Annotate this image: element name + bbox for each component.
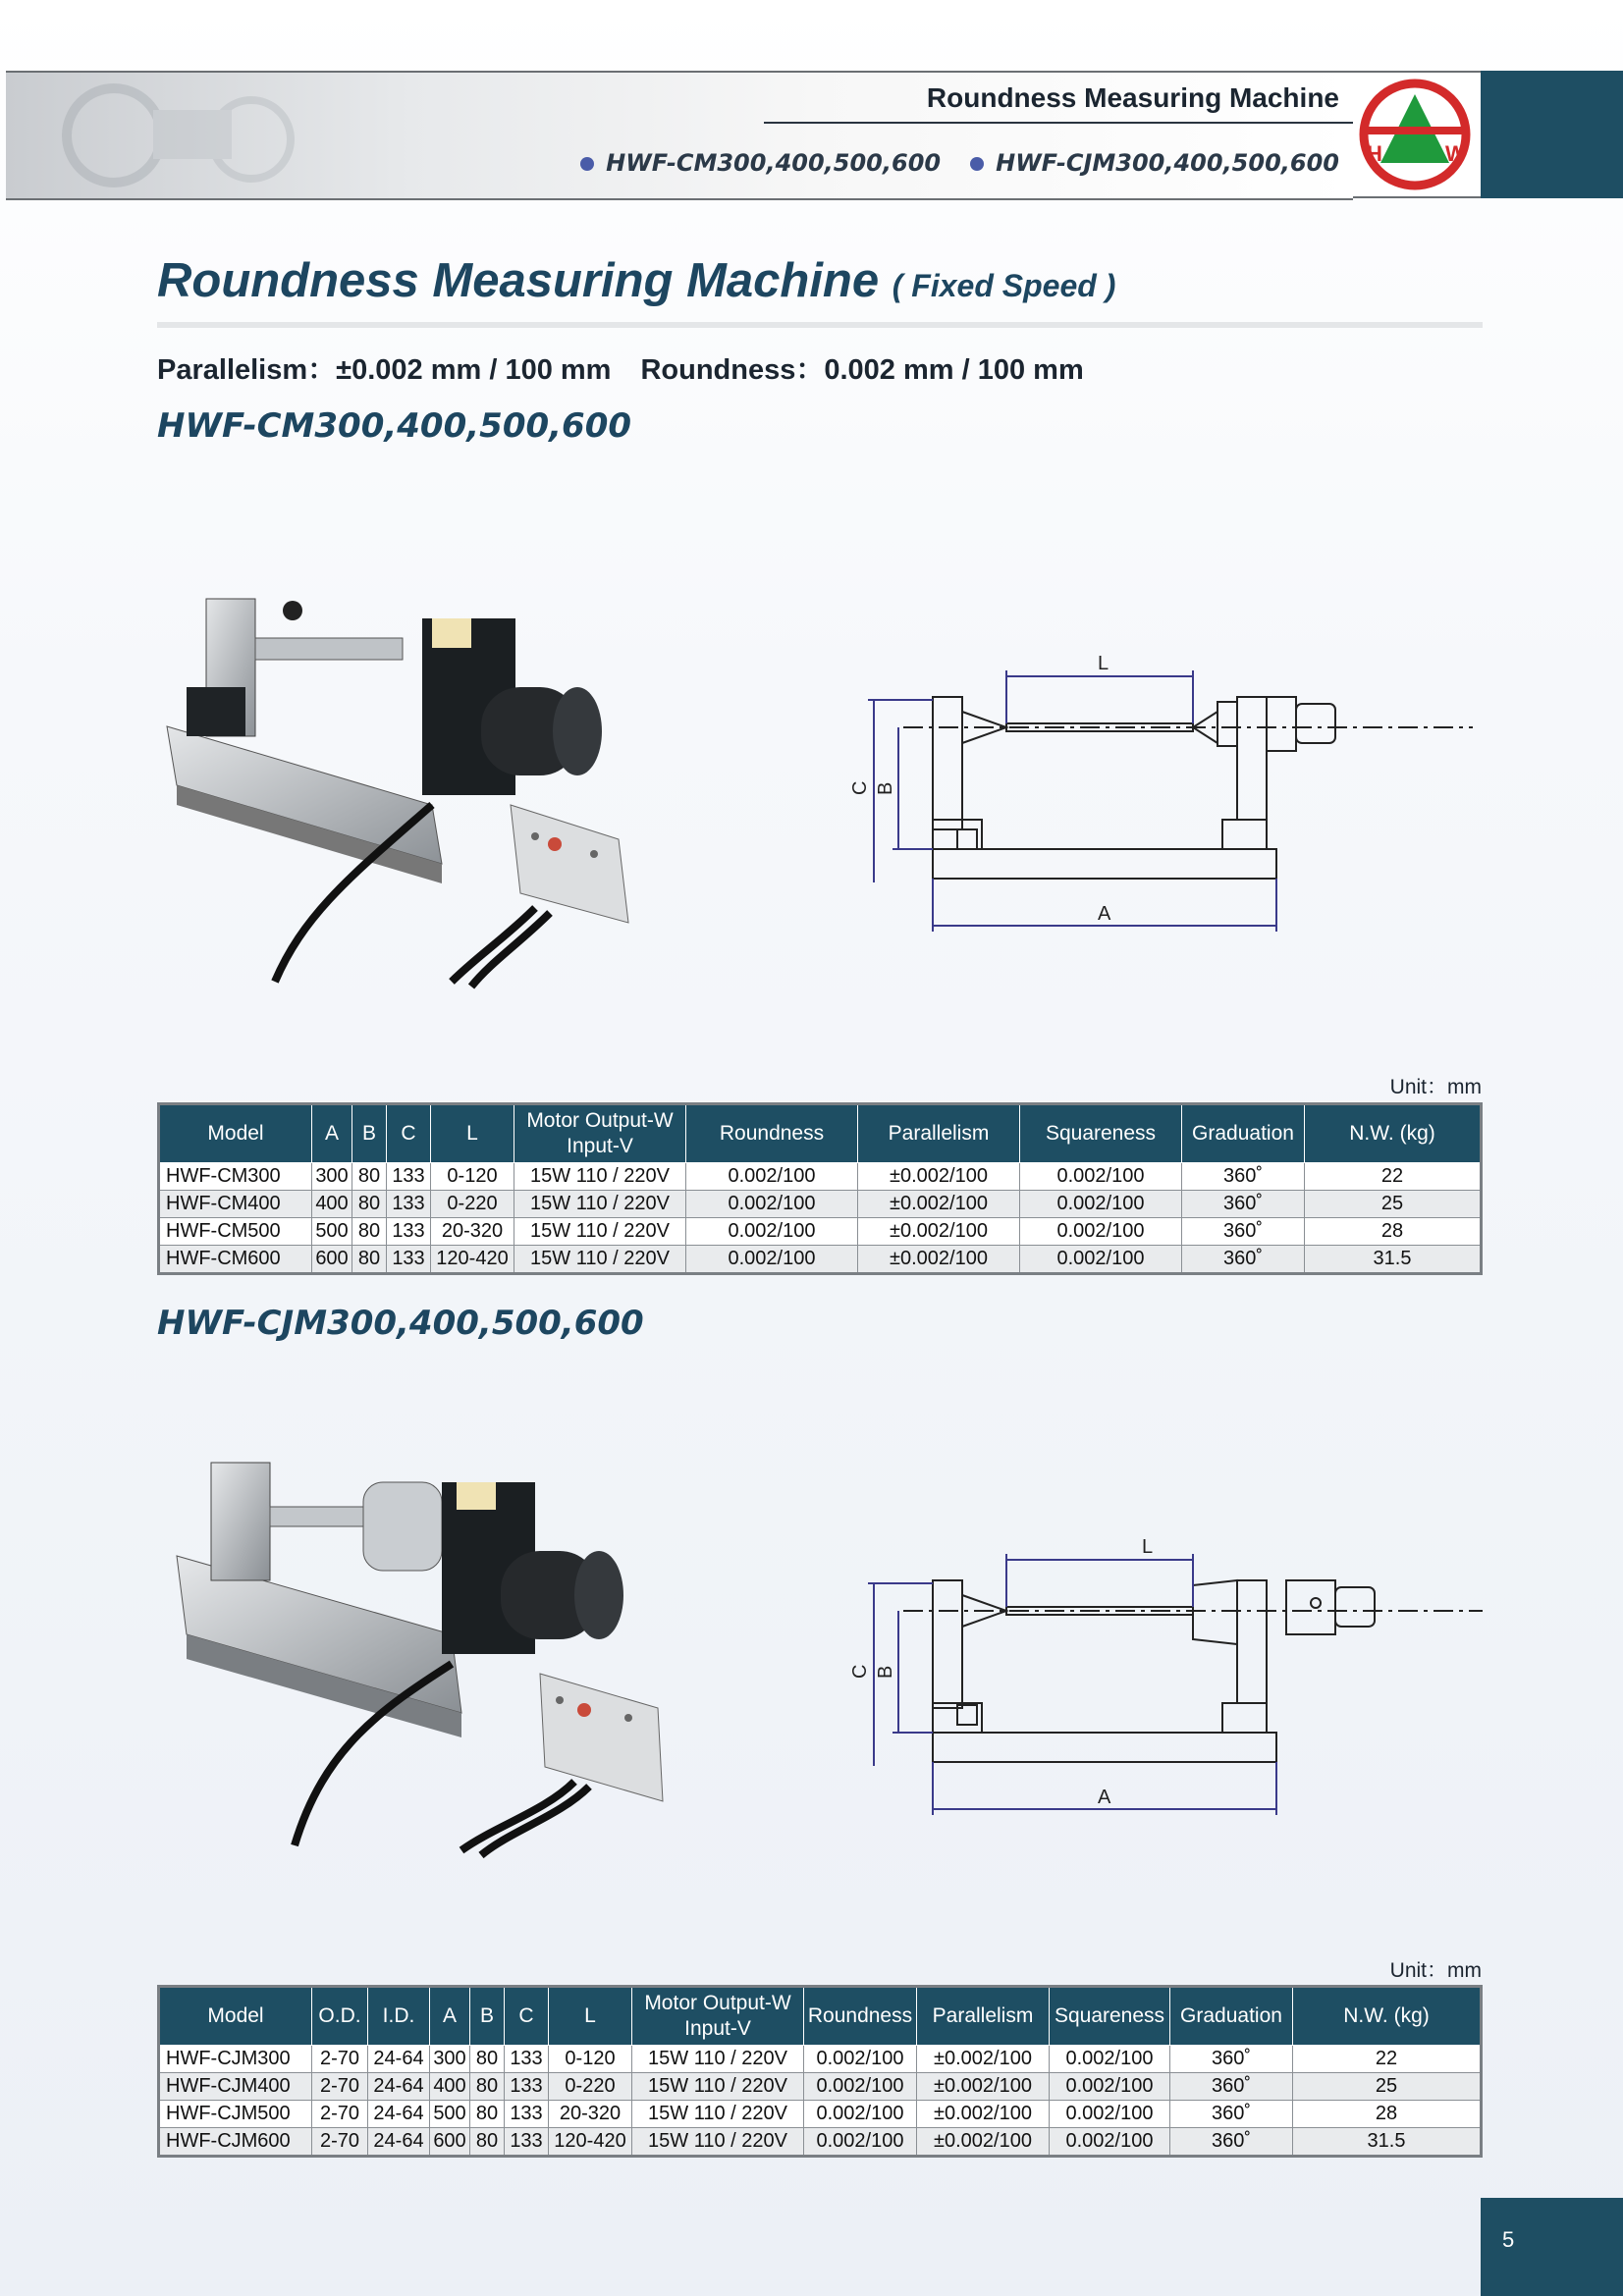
cell: 0.002/100 (804, 2101, 917, 2128)
cell: 20-320 (431, 1218, 514, 1246)
cell: 80 (352, 1163, 387, 1191)
cell: 0.002/100 (804, 2046, 917, 2073)
svg-text:H: H (1367, 141, 1382, 166)
table-header-row (159, 1987, 1482, 2046)
cell-model: HWF-CM500 (159, 1218, 312, 1246)
cell: 600 (312, 1246, 352, 1274)
cell: 15W 110 / 220V (632, 2046, 804, 2073)
cell: 28 (1305, 1218, 1482, 1246)
cell: 133 (505, 2073, 549, 2101)
cell: ±0.002/100 (917, 2128, 1050, 2157)
logo-icon (1353, 73, 1477, 196)
bullet-icon (970, 157, 984, 171)
cell: 360˚ (1170, 2073, 1293, 2101)
cell: 80 (470, 2073, 505, 2101)
cell: 22 (1293, 2046, 1482, 2073)
cell: 360˚ (1182, 1246, 1305, 1274)
cell: 20-320 (549, 2101, 632, 2128)
machine-decor-graphic (26, 80, 379, 190)
cell: 0.002/100 (804, 2073, 917, 2101)
parallelism-spec: Parallelism：±0.002 mm / 100 mm (157, 354, 612, 386)
cell: 80 (352, 1218, 387, 1246)
table-row (159, 1163, 1482, 1191)
cell: 120-420 (549, 2128, 632, 2157)
cell: 360˚ (1170, 2046, 1293, 2073)
header-title: Roundness Measuring Machine (764, 82, 1353, 124)
col-header: N.W. (kg) (1305, 1104, 1482, 1163)
header-subtitle (580, 149, 1339, 177)
cell: 133 (387, 1163, 431, 1191)
cell-model: HWF-CJM400 (159, 2073, 312, 2101)
col-header: L (431, 1104, 514, 1163)
cell: 80 (470, 2046, 505, 2073)
cell: 133 (387, 1218, 431, 1246)
table-row (159, 1218, 1482, 1246)
cell: 24-64 (368, 2073, 430, 2101)
cell: 24-64 (368, 2046, 430, 2073)
col-header: Motor Output-W Input-V (514, 1104, 686, 1163)
table-header-row (159, 1104, 1482, 1163)
dim-label-a: A (1098, 903, 1111, 925)
cell: 0-220 (549, 2073, 632, 2101)
cell: 120-420 (431, 1246, 514, 1274)
cell: 360˚ (1170, 2128, 1293, 2157)
cell: 2-70 (312, 2046, 368, 2073)
cell: 0.002/100 (1020, 1163, 1182, 1191)
cell: 0.002/100 (1020, 1246, 1182, 1274)
col-header: O.D. (312, 1987, 368, 2046)
cell: 300 (430, 2046, 470, 2073)
dim-label-b: B (875, 1665, 896, 1679)
title-suffix: ( Fixed Speed ) (892, 268, 1116, 303)
table-row (159, 2101, 1482, 2128)
table-row (159, 2073, 1482, 2101)
cell: 15W 110 / 220V (514, 1191, 686, 1218)
col-header: Squareness (1050, 1987, 1170, 2046)
cell: 400 (430, 2073, 470, 2101)
dim-label-a: A (1098, 1787, 1111, 1808)
cell-model: HWF-CM600 (159, 1246, 312, 1274)
accuracy-specs (157, 347, 1084, 388)
cell: 0.002/100 (1050, 2073, 1170, 2101)
section2-unit: Unit：mm (1389, 1959, 1482, 1982)
cell: 0.002/100 (686, 1246, 858, 1274)
cell: 0-120 (549, 2046, 632, 2073)
cell: 0.002/100 (804, 2128, 917, 2157)
title-divider (157, 322, 1483, 328)
cell: 360˚ (1182, 1218, 1305, 1246)
cell: 0.002/100 (1050, 2101, 1170, 2128)
cell: 600 (430, 2128, 470, 2157)
col-header: Roundness (686, 1104, 858, 1163)
table-row (159, 2046, 1482, 2073)
cell: ±0.002/100 (858, 1191, 1020, 1218)
cell: 0-120 (431, 1163, 514, 1191)
cell: 15W 110 / 220V (632, 2101, 804, 2128)
cell: 500 (430, 2101, 470, 2128)
col-header: Graduation (1182, 1104, 1305, 1163)
table-row (159, 2128, 1482, 2157)
dim-label-l: L (1142, 1536, 1154, 1558)
cell: 80 (352, 1191, 387, 1218)
cell: ±0.002/100 (917, 2046, 1050, 2073)
cell: 0.002/100 (686, 1191, 858, 1218)
cell: ±0.002/100 (858, 1163, 1020, 1191)
cell: 133 (387, 1246, 431, 1274)
dim-label-l: L (1098, 653, 1109, 674)
col-header: A (430, 1987, 470, 2046)
cell: 0.002/100 (1050, 2046, 1170, 2073)
cjm-spec-table (157, 1985, 1483, 2158)
cell: 15W 110 / 220V (632, 2128, 804, 2157)
col-header: Roundness (804, 1987, 917, 2046)
col-header: C (505, 1987, 549, 2046)
header-subtitle-item: HWF-CM300,400,500,600 (580, 149, 941, 177)
cell: 25 (1293, 2073, 1482, 2101)
cell: ±0.002/100 (858, 1218, 1020, 1246)
cell: 80 (470, 2128, 505, 2157)
cell: ±0.002/100 (917, 2101, 1050, 2128)
cell-model: HWF-CM300 (159, 1163, 312, 1191)
col-header: B (352, 1104, 387, 1163)
cell: 24-64 (368, 2101, 430, 2128)
cell: 0.002/100 (1020, 1191, 1182, 1218)
col-header: Model (159, 1987, 312, 2046)
cell: 31.5 (1293, 2128, 1482, 2157)
cell: 133 (387, 1191, 431, 1218)
cell: 15W 110 / 220V (514, 1163, 686, 1191)
cell: 15W 110 / 220V (514, 1246, 686, 1274)
col-header: B (470, 1987, 505, 2046)
section1-model-title: HWF-CM300,400,500,600 (157, 406, 632, 446)
cell: 400 (312, 1191, 352, 1218)
section1-unit: Unit：mm (1389, 1076, 1482, 1098)
cm-dimension-diagram (844, 653, 1492, 937)
cell: ±0.002/100 (858, 1246, 1020, 1274)
cell: 300 (312, 1163, 352, 1191)
col-header: N.W. (kg) (1293, 1987, 1482, 2046)
cell: 360˚ (1182, 1163, 1305, 1191)
cell: 22 (1305, 1163, 1482, 1191)
cell: 15W 110 / 220V (514, 1218, 686, 1246)
col-header: Model (159, 1104, 312, 1163)
cm-spec-table (157, 1102, 1483, 1275)
roundness-spec: Roundness：0.002 mm / 100 mm (640, 354, 1084, 386)
dim-label-c: C (849, 780, 871, 795)
header-teal-block (1481, 71, 1623, 198)
cell-model: HWF-CJM300 (159, 2046, 312, 2073)
col-header: Parallelism (858, 1104, 1020, 1163)
page-number: 5 (1481, 2198, 1623, 2296)
cell: 0.002/100 (1020, 1218, 1182, 1246)
col-header: I.D. (368, 1987, 430, 2046)
cell-model: HWF-CM400 (159, 1191, 312, 1218)
cell: 80 (352, 1246, 387, 1274)
cell: 24-64 (368, 2128, 430, 2157)
col-header: Motor Output-W Input-V (632, 1987, 804, 2046)
cell: 0.002/100 (686, 1218, 858, 1246)
cell: 28 (1293, 2101, 1482, 2128)
cell-model: HWF-CJM600 (159, 2128, 312, 2157)
page-title: Roundness Measuring Machine ( Fixed Speed ) (157, 254, 1116, 307)
cell: 133 (505, 2046, 549, 2073)
cell: 133 (505, 2128, 549, 2157)
cell: 31.5 (1305, 1246, 1482, 1274)
col-header: Parallelism (917, 1987, 1050, 2046)
cell-model: HWF-CJM500 (159, 2101, 312, 2128)
cell: 133 (505, 2101, 549, 2128)
col-header: C (387, 1104, 431, 1163)
col-header: L (549, 1987, 632, 2046)
cell: 0-220 (431, 1191, 514, 1218)
cell: 500 (312, 1218, 352, 1246)
cell: 2-70 (312, 2073, 368, 2101)
cell: 360˚ (1182, 1191, 1305, 1218)
col-header: Squareness (1020, 1104, 1182, 1163)
header-subtitle-item: HWF-CJM300,400,500,600 (970, 149, 1339, 177)
cell: 0.002/100 (686, 1163, 858, 1191)
cell: 25 (1305, 1191, 1482, 1218)
cell: 2-70 (312, 2101, 368, 2128)
cell: ±0.002/100 (917, 2073, 1050, 2101)
table-row (159, 1191, 1482, 1218)
cjm-machine-photo (167, 1453, 697, 1875)
cell: 80 (470, 2101, 505, 2128)
cm-machine-photo (157, 579, 668, 991)
bullet-icon (580, 157, 594, 171)
company-logo (1353, 71, 1481, 198)
cell: 0.002/100 (1050, 2128, 1170, 2157)
dim-label-c: C (849, 1664, 871, 1679)
cell: 15W 110 / 220V (632, 2073, 804, 2101)
cell: 2-70 (312, 2128, 368, 2157)
cjm-dimension-diagram (844, 1536, 1492, 1821)
svg-text:W: W (1445, 141, 1466, 166)
dim-label-b: B (875, 781, 896, 795)
cell: 360˚ (1170, 2101, 1293, 2128)
section2-model-title: HWF-CJM300,400,500,600 (157, 1304, 644, 1343)
table-row (159, 1246, 1482, 1274)
col-header: Graduation (1170, 1987, 1293, 2046)
col-header: A (312, 1104, 352, 1163)
header-band (6, 71, 1353, 200)
